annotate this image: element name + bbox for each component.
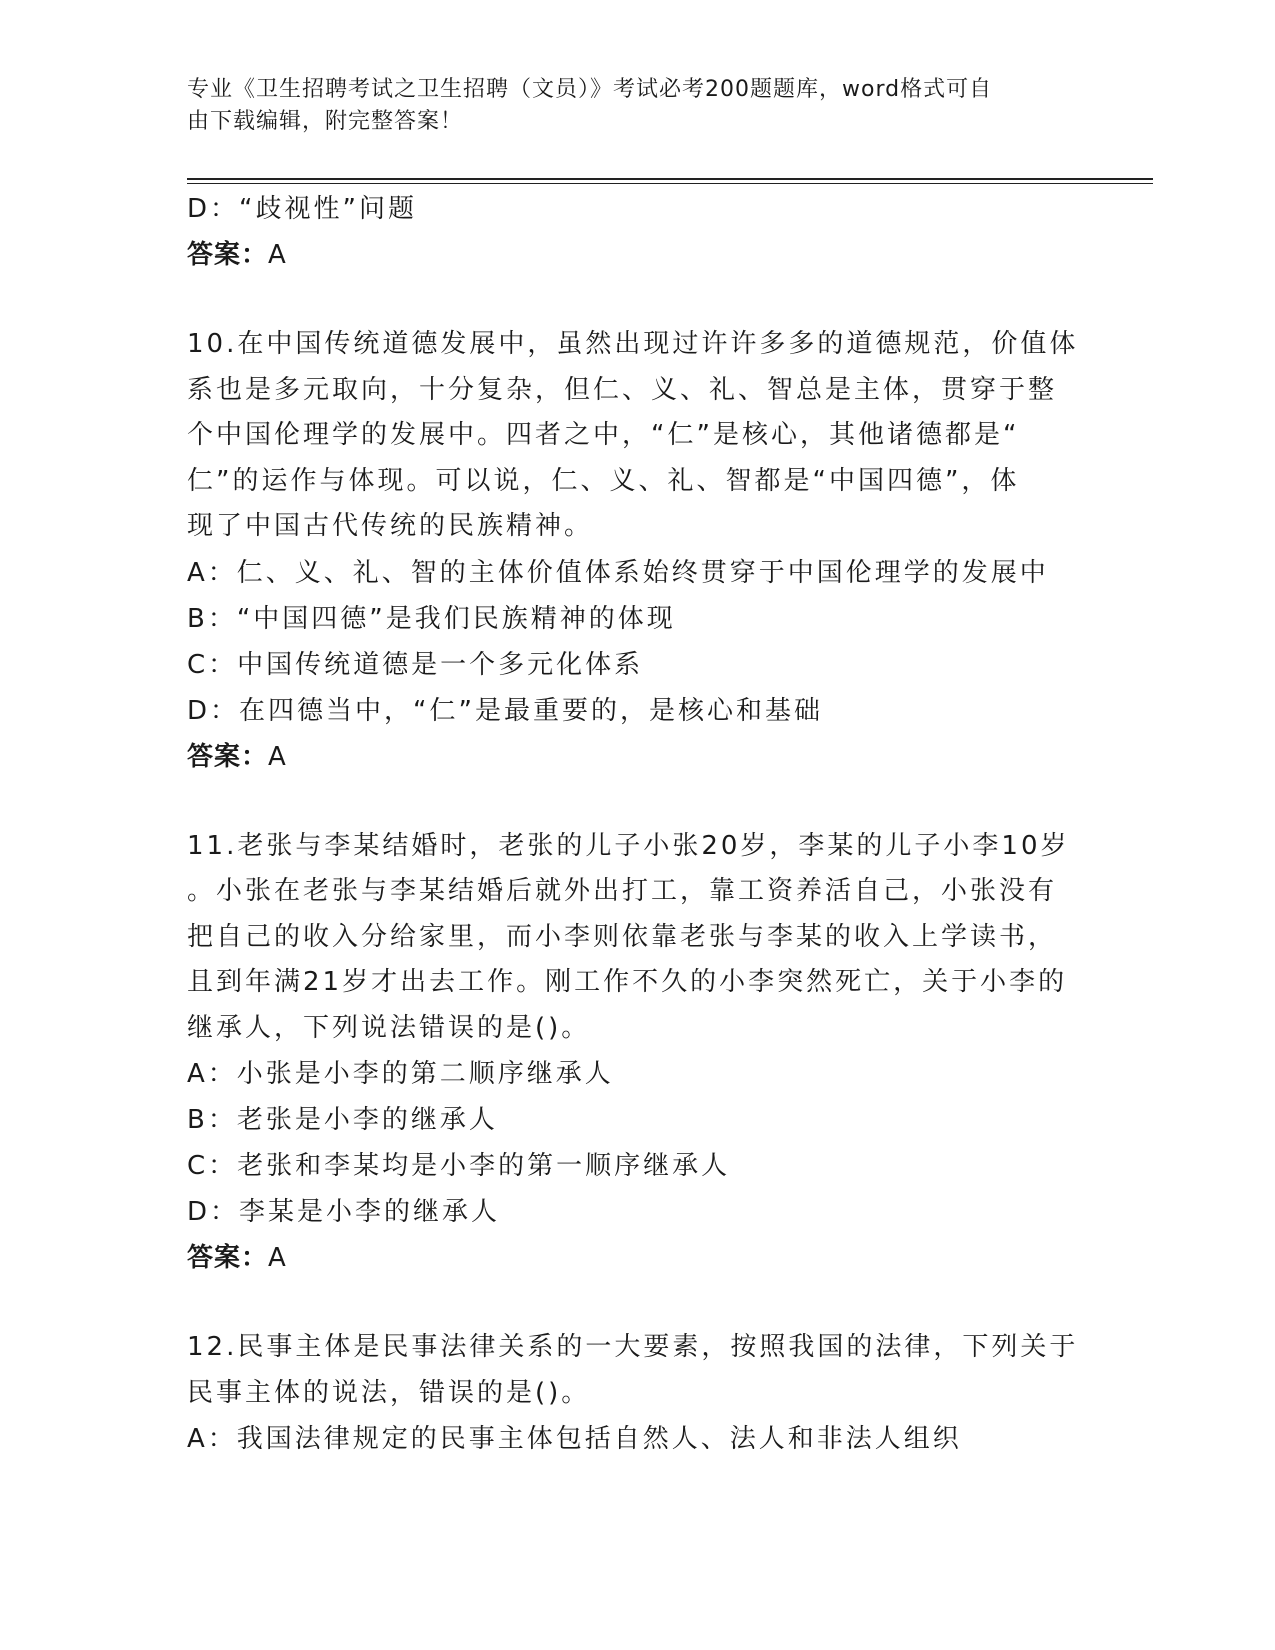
question-12 [187, 1325, 1077, 1462]
option-b: B：老张是小李的继承人 [187, 1105, 498, 1135]
stem-line: 12.民事主体是民事法律关系的一大要素，按照我国的法律，下列关于 [187, 1332, 1079, 1362]
option-a: A：小张是小李的第二顺序继承人 [187, 1059, 614, 1089]
document-body [187, 186, 1077, 1462]
question-stem [187, 322, 1077, 550]
answer-value: A [268, 741, 287, 772]
option-a: A：仁、义、礼、智的主体价值体系始终贯穿于中国伦理学的发展中 [187, 557, 1049, 588]
page-header [187, 74, 1067, 138]
answer-label: 答案： [187, 1243, 269, 1273]
option-d: D：李某是小李的继承人 [187, 1197, 501, 1227]
answer-line [187, 232, 1077, 278]
stem-line: 系也是多元取向，十分复杂，但仁、义、礼、智总是主体，贯穿于整 [187, 374, 1058, 405]
stem-line: 11.老张与李某结婚时，老张的儿子小张20岁，李某的儿子小李10岁 [187, 830, 1070, 861]
stem-line: 把自己的收入分给家里，而小李则依靠老张与李某的收入上学读书， [187, 921, 1058, 952]
question-stem [187, 1325, 1077, 1416]
option-d: D：“歧视性”问题 [187, 194, 417, 224]
question-11 [187, 824, 1077, 1282]
header-line-1: 专业《卫生招聘考试之卫生招聘（文员）》考试必考200题题库，word格式可自 [187, 77, 993, 102]
option-a: A：我国法律规定的民事主体包括自然人、法人和非法人组织 [187, 1424, 962, 1454]
stem-line: 且到年满21岁才出去工作。刚工作不久的小李突然死亡，关于小李的 [187, 967, 1068, 997]
option-c: C：老张和李某均是小李的第一顺序继承人 [187, 1151, 731, 1181]
answer-value: A [268, 240, 287, 270]
stem-line: 继承人，下列说法错误的是()。 [187, 1012, 591, 1043]
stem-line: 10.在中国传统道德发展中，虽然出现过许许多多的道德规范，价值体 [187, 329, 1079, 359]
answer-line [187, 1235, 1077, 1281]
option-d: D：在四德当中，“仁”是最重要的，是核心和基础 [187, 695, 823, 726]
option-c: C：中国传统道德是一个多元化体系 [187, 649, 644, 680]
answer-line [187, 734, 1077, 780]
question-10 [187, 322, 1077, 780]
option-b: B：“中国四德”是我们民族精神的体现 [187, 603, 676, 634]
stem-line: 个中国伦理学的发展中。四者之中，“仁”是核心，其他诸德都是“ [187, 420, 1020, 450]
answer-label: 答案： [187, 741, 269, 772]
question-9-tail [187, 186, 1077, 278]
answer-label: 答案： [187, 240, 269, 270]
answer-value: A [268, 1243, 287, 1273]
header-divider [187, 178, 1153, 180]
header-divider-thin [187, 183, 1153, 184]
stem-line: 民事主体的说法，错误的是()。 [187, 1377, 591, 1408]
stem-line: 仁”的运作与体现。可以说，仁、义、礼、智都是“中国四德”，体 [187, 465, 1020, 496]
question-stem [187, 824, 1077, 1052]
stem-line: 现了中国古代传统的民族精神。 [187, 511, 594, 541]
stem-line: 。小张在老张与李某结婚后就外出打工，靠工资养活自己，小张没有 [187, 876, 1058, 906]
header-line-2: 由下载编辑，附完整答案！ [187, 109, 464, 134]
